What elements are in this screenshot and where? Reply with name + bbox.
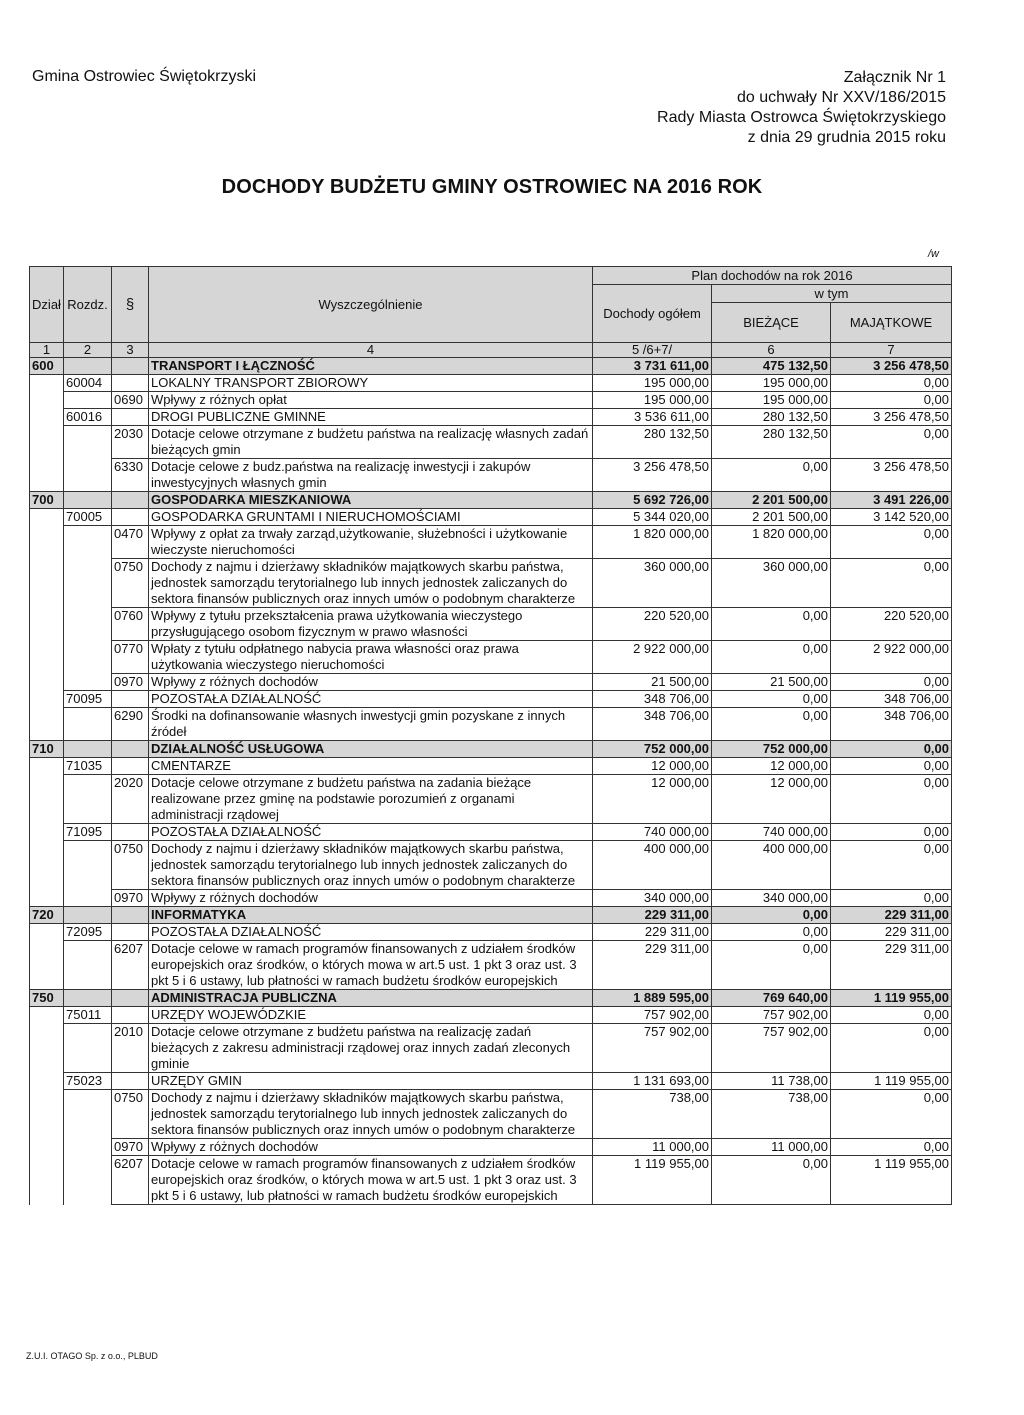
paragraph-cell — [112, 1073, 149, 1090]
paragraph-cell — [112, 741, 149, 758]
budget-table — [29, 266, 952, 1205]
majatkowe-cell: 3 256 478,50 — [831, 358, 952, 375]
paragraph-row — [30, 526, 952, 559]
biezace-cell: 0,00 — [712, 941, 831, 990]
majatkowe-cell: 0,00 — [831, 1024, 952, 1073]
majatkowe-cell: 0,00 — [831, 674, 952, 691]
total-cell: 1 131 693,00 — [593, 1073, 712, 1090]
dzial-cell — [30, 1024, 64, 1073]
biezace-cell: 0,00 — [712, 1156, 831, 1205]
column-number-row — [30, 343, 952, 358]
col-header-total: Dochody ogółem — [593, 285, 712, 343]
paragraph-cell: 6290 — [112, 708, 149, 741]
col-header-majatkowe: MAJĄTKOWE — [831, 303, 952, 343]
biezace-cell: 400 000,00 — [712, 841, 831, 890]
total-cell: 1 820 000,00 — [593, 526, 712, 559]
description-cell: Wpływy z opłat za trwały zarząd,użytkowanie, służebności i użytkowanie wieczyste nieruchomości — [149, 526, 593, 559]
total-cell: 229 311,00 — [593, 941, 712, 990]
description-cell: URZĘDY GMIN — [149, 1073, 593, 1090]
paragraph-cell: 0970 — [112, 890, 149, 907]
description-cell: Dotacje celowe w ramach programów finansowanych z udziałem środków europejskich oraz środków, o których mowa w art.5 ust. 1 pkt 3 oraz ust. 3 pkt 5 i 6 ustawy, lub płatności w ramach budżetu środków europejskich — [149, 941, 593, 990]
chapter-row — [30, 1073, 952, 1090]
rozdz-cell — [64, 941, 112, 990]
paragraph-cell: 2030 — [112, 426, 149, 459]
description-cell: Wpłaty z tytułu odpłatnego nabycia prawa własności oraz prawa użytkowania wieczystego nieruchomości — [149, 641, 593, 674]
description-cell: Dotacje celowe z budz.państwa na realizację inwestycji i zakupów inwestycyjnych własnych gmin — [149, 459, 593, 492]
total-cell: 400 000,00 — [593, 841, 712, 890]
total-cell: 220 520,00 — [593, 608, 712, 641]
dzial-cell: 750 — [30, 990, 64, 1007]
paragraph-cell — [112, 907, 149, 924]
rozdz-cell: 75023 — [64, 1073, 112, 1090]
dzial-cell — [30, 758, 64, 775]
paragraph-row — [30, 1156, 952, 1205]
majatkowe-cell: 0,00 — [831, 526, 952, 559]
rozdz-cell: 72095 — [64, 924, 112, 941]
paragraph-cell — [112, 1007, 149, 1024]
majatkowe-cell: 0,00 — [831, 841, 952, 890]
section-row — [30, 358, 952, 375]
biezace-cell: 0,00 — [712, 708, 831, 741]
biezace-cell: 0,00 — [712, 459, 831, 492]
biezace-cell: 340 000,00 — [712, 890, 831, 907]
majatkowe-cell: 229 311,00 — [831, 941, 952, 990]
col-header-dzial: Dział — [30, 267, 64, 343]
column-number: 1 — [30, 343, 64, 358]
dzial-cell — [30, 509, 64, 526]
majatkowe-cell: 0,00 — [831, 1139, 952, 1156]
description-cell: GOSPODARKA MIESZKANIOWA — [149, 492, 593, 509]
paragraph-cell: 0760 — [112, 608, 149, 641]
paragraph-row — [30, 608, 952, 641]
column-number: 6 — [712, 343, 831, 358]
chapter-row — [30, 758, 952, 775]
rozdz-cell — [64, 1139, 112, 1156]
total-cell: 3 731 611,00 — [593, 358, 712, 375]
dzial-cell — [30, 1156, 64, 1205]
paragraph-cell: 0770 — [112, 641, 149, 674]
total-cell: 348 706,00 — [593, 708, 712, 741]
total-cell: 229 311,00 — [593, 907, 712, 924]
resolution-date: z dnia 29 grudnia 2015 roku — [747, 129, 946, 146]
dzial-cell — [30, 841, 64, 890]
total-cell: 740 000,00 — [593, 824, 712, 841]
majatkowe-cell: 220 520,00 — [831, 608, 952, 641]
dzial-cell — [30, 775, 64, 824]
section-row — [30, 741, 952, 758]
dzial-cell — [30, 1090, 64, 1139]
majatkowe-cell: 229 311,00 — [831, 924, 952, 941]
column-number: 4 — [149, 343, 593, 358]
description-cell: INFORMATYKA — [149, 907, 593, 924]
majatkowe-cell: 3 256 478,50 — [831, 409, 952, 426]
rozdz-cell — [64, 907, 112, 924]
col-header-wtym: w tym — [712, 285, 952, 303]
paragraph-cell — [112, 824, 149, 841]
rozdz-cell: 71095 — [64, 824, 112, 841]
description-cell: CMENTARZE — [149, 758, 593, 775]
description-cell: POZOSTAŁA DZIAŁALNOŚĆ — [149, 824, 593, 841]
majatkowe-cell: 0,00 — [831, 741, 952, 758]
majatkowe-cell: 0,00 — [831, 375, 952, 392]
biezace-cell: 2 201 500,00 — [712, 509, 831, 526]
col-header-biezace: BIEŻĄCE — [712, 303, 831, 343]
rozdz-cell — [64, 841, 112, 890]
paragraph-cell — [112, 358, 149, 375]
total-cell: 195 000,00 — [593, 392, 712, 409]
biezace-cell: 757 902,00 — [712, 1024, 831, 1073]
paragraph-row — [30, 559, 952, 608]
biezace-cell: 0,00 — [712, 641, 831, 674]
rozdz-cell — [64, 890, 112, 907]
majatkowe-cell: 3 256 478,50 — [831, 459, 952, 492]
biezace-cell: 21 500,00 — [712, 674, 831, 691]
paragraph-cell — [112, 375, 149, 392]
total-cell: 195 000,00 — [593, 375, 712, 392]
total-cell: 757 902,00 — [593, 1024, 712, 1073]
total-cell: 21 500,00 — [593, 674, 712, 691]
col-header-description: Wyszczególnienie — [149, 267, 593, 343]
description-cell: Dochody z najmu i dzierżawy składników majątkowych skarbu państwa, jednostek samorządu terytorialnego lub innych jednostek zaliczanych do sektora finansów publicznych oraz innych umów o podobnym charakterze — [149, 559, 593, 608]
total-cell: 3 536 611,00 — [593, 409, 712, 426]
description-cell: Środki na dofinansowanie własnych inwestycji gmin pozyskane z innych źródeł — [149, 708, 593, 741]
dzial-cell — [30, 608, 64, 641]
rozdz-cell: 60016 — [64, 409, 112, 426]
column-number: 3 — [112, 343, 149, 358]
description-cell: Wpływy z tytułu przekształcenia prawa użytkowania wieczystego przysługującego osobom fizycznym w prawo własności — [149, 608, 593, 641]
dzial-cell — [30, 824, 64, 841]
paragraph-cell: 2020 — [112, 775, 149, 824]
description-cell: URZĘDY WOJEWÓDZKIE — [149, 1007, 593, 1024]
biezace-cell: 0,00 — [712, 608, 831, 641]
rozdz-cell: 75011 — [64, 1007, 112, 1024]
description-cell: TRANSPORT I ŁĄCZNOŚĆ — [149, 358, 593, 375]
total-cell: 12 000,00 — [593, 758, 712, 775]
paragraph-row — [30, 674, 952, 691]
majatkowe-cell: 1 119 955,00 — [831, 1073, 952, 1090]
biezace-cell: 2 201 500,00 — [712, 492, 831, 509]
paragraph-cell: 0970 — [112, 1139, 149, 1156]
paragraph-cell: 0750 — [112, 559, 149, 608]
rozdz-cell — [64, 608, 112, 641]
majatkowe-cell: 0,00 — [831, 824, 952, 841]
paragraph-cell: 0970 — [112, 674, 149, 691]
paragraph-cell: 6207 — [112, 941, 149, 990]
paragraph-row — [30, 841, 952, 890]
total-cell: 1 889 595,00 — [593, 990, 712, 1007]
total-cell: 1 119 955,00 — [593, 1156, 712, 1205]
paragraph-cell — [112, 990, 149, 1007]
rozdz-cell — [64, 426, 112, 459]
rozdz-cell — [64, 492, 112, 509]
column-number: 2 — [64, 343, 112, 358]
description-cell: Wpływy z różnych dochodów — [149, 890, 593, 907]
biezace-cell: 360 000,00 — [712, 559, 831, 608]
council-name: Rady Miasta Ostrowca Świętokrzyskiego — [657, 109, 946, 126]
rozdz-cell — [64, 708, 112, 741]
dzial-cell — [30, 1073, 64, 1090]
majatkowe-cell: 0,00 — [831, 392, 952, 409]
majatkowe-cell: 0,00 — [831, 775, 952, 824]
description-cell: ADMINISTRACJA PUBLICZNA — [149, 990, 593, 1007]
rozdz-cell: 60004 — [64, 375, 112, 392]
total-cell: 12 000,00 — [593, 775, 712, 824]
paragraph-cell — [112, 758, 149, 775]
majatkowe-cell: 0,00 — [831, 426, 952, 459]
majatkowe-cell: 348 706,00 — [831, 708, 952, 741]
description-cell: POZOSTAŁA DZIAŁALNOŚĆ — [149, 691, 593, 708]
biezace-cell: 769 640,00 — [712, 990, 831, 1007]
column-number: 7 — [831, 343, 952, 358]
description-cell: Dotacje celowe otrzymane z budżetu państwa na realizację własnych zadań bieżących gmin — [149, 426, 593, 459]
rozdz-cell: 70005 — [64, 509, 112, 526]
paragraph-cell: 0750 — [112, 841, 149, 890]
dzial-cell — [30, 674, 64, 691]
total-cell: 757 902,00 — [593, 1007, 712, 1024]
total-cell: 348 706,00 — [593, 691, 712, 708]
resolution-number: do uchwały Nr XXV/186/2015 — [736, 89, 946, 106]
paragraph-row — [30, 1090, 952, 1139]
dzial-cell — [30, 890, 64, 907]
rozdz-cell — [64, 358, 112, 375]
total-cell: 5 692 726,00 — [593, 492, 712, 509]
col-header-rozdz: Rozdz. — [64, 267, 112, 343]
rozdz-cell — [64, 990, 112, 1007]
paragraph-row — [30, 775, 952, 824]
column-number: 5 /6+7/ — [593, 343, 712, 358]
majatkowe-cell: 1 119 955,00 — [831, 990, 952, 1007]
total-cell: 3 256 478,50 — [593, 459, 712, 492]
dzial-cell: 600 — [30, 358, 64, 375]
total-cell: 738,00 — [593, 1090, 712, 1139]
paragraph-cell — [112, 409, 149, 426]
rozdz-cell — [64, 641, 112, 674]
biezace-cell: 195 000,00 — [712, 375, 831, 392]
dzial-cell: 720 — [30, 907, 64, 924]
biezace-cell: 0,00 — [712, 691, 831, 708]
paragraph-cell: 0750 — [112, 1090, 149, 1139]
total-cell: 340 000,00 — [593, 890, 712, 907]
paragraph-row — [30, 1024, 952, 1073]
rozdz-cell — [64, 1090, 112, 1139]
total-cell: 11 000,00 — [593, 1139, 712, 1156]
majatkowe-cell: 3 142 520,00 — [831, 509, 952, 526]
description-cell: Dotacje celowe otrzymane z budżetu państwa na zadania bieżące realizowane przez gminę na podstawie porozumień z organami administracji rządowej — [149, 775, 593, 824]
dzial-cell — [30, 1139, 64, 1156]
majatkowe-cell: 0,00 — [831, 890, 952, 907]
description-cell: Wpływy z różnych opłat — [149, 392, 593, 409]
biezace-cell: 280 132,50 — [712, 409, 831, 426]
paragraph-row — [30, 426, 952, 459]
biezace-cell: 738,00 — [712, 1090, 831, 1139]
majatkowe-cell: 0,00 — [831, 559, 952, 608]
total-cell: 752 000,00 — [593, 741, 712, 758]
paragraph-cell — [112, 691, 149, 708]
biezace-cell: 0,00 — [712, 924, 831, 941]
total-cell: 280 132,50 — [593, 426, 712, 459]
rozdz-cell — [64, 775, 112, 824]
description-cell: DROGI PUBLICZNE GMINNE — [149, 409, 593, 426]
total-cell: 5 344 020,00 — [593, 509, 712, 526]
dzial-cell — [30, 559, 64, 608]
unit-label: /w — [928, 248, 939, 260]
dzial-cell: 700 — [30, 492, 64, 509]
rozdz-cell: 71035 — [64, 758, 112, 775]
paragraph-cell: 0690 — [112, 392, 149, 409]
dzial-cell — [30, 526, 64, 559]
rozdz-cell — [64, 741, 112, 758]
description-cell: Dochody z najmu i dzierżawy składników majątkowych skarbu państwa, jednostek samorządu terytorialnego lub innych jednostek zaliczanych do sektora finansów publicznych oraz innych umów o podobnym charakterze — [149, 1090, 593, 1139]
description-cell: DZIAŁALNOŚĆ USŁUGOWA — [149, 741, 593, 758]
rozdz-cell — [64, 526, 112, 559]
biezace-cell: 757 902,00 — [712, 1007, 831, 1024]
paragraph-row — [30, 708, 952, 741]
total-cell: 2 922 000,00 — [593, 641, 712, 674]
biezace-cell: 752 000,00 — [712, 741, 831, 758]
majatkowe-cell: 0,00 — [831, 758, 952, 775]
biezace-cell: 12 000,00 — [712, 758, 831, 775]
dzial-cell — [30, 691, 64, 708]
dzial-cell — [30, 708, 64, 741]
description-cell: POZOSTAŁA DZIAŁALNOŚĆ — [149, 924, 593, 941]
paragraph-row — [30, 890, 952, 907]
chapter-row — [30, 924, 952, 941]
document-title: DOCHODY BUDŻETU GMINY OSTROWIEC NA 2016 ROK — [221, 176, 763, 198]
chapter-row — [30, 375, 952, 392]
dzial-cell — [30, 941, 64, 990]
rozdz-cell — [64, 392, 112, 409]
dzial-cell — [30, 641, 64, 674]
municipality-name: Gmina Ostrowiec Świętokrzyski — [32, 68, 257, 85]
majatkowe-cell: 2 922 000,00 — [831, 641, 952, 674]
total-cell: 360 000,00 — [593, 559, 712, 608]
dzial-cell: 710 — [30, 741, 64, 758]
resolution-reference — [657, 68, 946, 148]
col-header-plan: Plan dochodów na rok 2016 — [593, 267, 952, 285]
chapter-row — [30, 691, 952, 708]
biezace-cell: 1 820 000,00 — [712, 526, 831, 559]
dzial-cell — [30, 426, 64, 459]
biezace-cell: 0,00 — [712, 907, 831, 924]
description-cell: Dotacje celowe w ramach programów finansowanych z udziałem środków europejskich oraz środków, o których mowa w art.5 ust. 1 pkt 3 oraz ust. 3 pkt 5 i 6 ustawy, lub płatności w ramach budżetu środków europejskich — [149, 1156, 593, 1205]
biezace-cell: 11 738,00 — [712, 1073, 831, 1090]
footer-credit: Z.U.I. OTAGO Sp. z o.o., PLBUD — [26, 1351, 158, 1361]
dzial-cell — [30, 392, 64, 409]
majatkowe-cell: 1 119 955,00 — [831, 1156, 952, 1205]
chapter-row — [30, 1007, 952, 1024]
biezace-cell: 280 132,50 — [712, 426, 831, 459]
paragraph-row — [30, 1139, 952, 1156]
description-cell: GOSPODARKA GRUNTAMI I NIERUCHOMOŚCIAMI — [149, 509, 593, 526]
rozdz-cell — [64, 459, 112, 492]
dzial-cell — [30, 1007, 64, 1024]
dzial-cell — [30, 375, 64, 392]
paragraph-row — [30, 392, 952, 409]
dzial-cell — [30, 409, 64, 426]
majatkowe-cell: 3 491 226,00 — [831, 492, 952, 509]
dzial-cell — [30, 459, 64, 492]
annex-number: Załącznik Nr 1 — [843, 69, 946, 86]
chapter-row — [30, 409, 952, 426]
paragraph-cell: 6207 — [112, 1156, 149, 1205]
total-cell: 229 311,00 — [593, 924, 712, 941]
section-row — [30, 492, 952, 509]
biezace-cell: 12 000,00 — [712, 775, 831, 824]
majatkowe-cell: 348 706,00 — [831, 691, 952, 708]
rozdz-cell — [64, 1024, 112, 1073]
paragraph-cell: 0470 — [112, 526, 149, 559]
chapter-row — [30, 824, 952, 841]
col-header-paragraph: § — [112, 267, 149, 343]
rozdz-cell — [64, 674, 112, 691]
biezace-cell: 740 000,00 — [712, 824, 831, 841]
biezace-cell: 195 000,00 — [712, 392, 831, 409]
rozdz-cell — [64, 1156, 112, 1205]
paragraph-row — [30, 941, 952, 990]
description-cell: LOKALNY TRANSPORT ZBIOROWY — [149, 375, 593, 392]
majatkowe-cell: 229 311,00 — [831, 907, 952, 924]
description-cell: Dochody z najmu i dzierżawy składników majątkowych skarbu państwa, jednostek samorządu terytorialnego lub innych jednostek zaliczanych do sektora finansów publicznych oraz innych umów o podobnym charakterze — [149, 841, 593, 890]
paragraph-cell — [112, 924, 149, 941]
majatkowe-cell: 0,00 — [831, 1007, 952, 1024]
paragraph-row — [30, 459, 952, 492]
rozdz-cell: 70095 — [64, 691, 112, 708]
biezace-cell: 475 132,50 — [712, 358, 831, 375]
section-row — [30, 990, 952, 1007]
section-row — [30, 907, 952, 924]
description-cell: Wpływy z różnych dochodów — [149, 674, 593, 691]
dzial-cell — [30, 924, 64, 941]
paragraph-cell — [112, 509, 149, 526]
majatkowe-cell: 0,00 — [831, 1090, 952, 1139]
paragraph-row — [30, 641, 952, 674]
paragraph-cell — [112, 492, 149, 509]
paragraph-cell: 2010 — [112, 1024, 149, 1073]
paragraph-cell: 6330 — [112, 459, 149, 492]
description-cell: Wpływy z różnych dochodów — [149, 1139, 593, 1156]
biezace-cell: 11 000,00 — [712, 1139, 831, 1156]
rozdz-cell — [64, 559, 112, 608]
chapter-row — [30, 509, 952, 526]
description-cell: Dotacje celowe otrzymane z budżetu państwa na realizację zadań bieżących z zakresu administracji rządowej oraz innych zadań zleconych gminie — [149, 1024, 593, 1073]
